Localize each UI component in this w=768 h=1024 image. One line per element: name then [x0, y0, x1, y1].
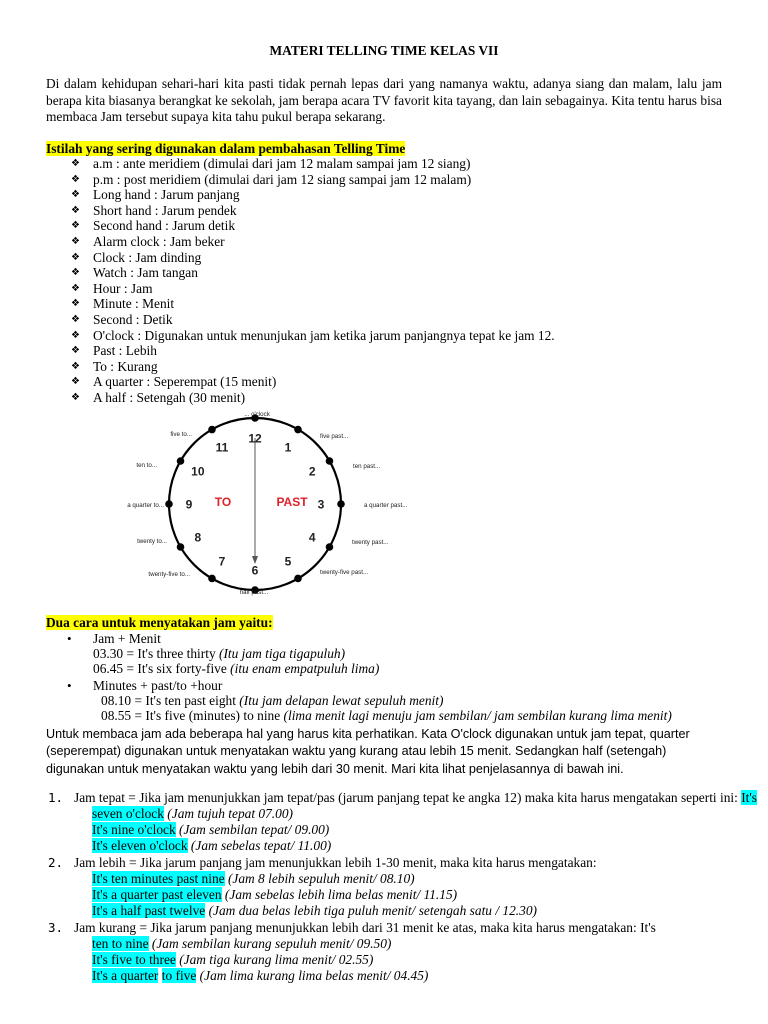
rule-3-example-a — [92, 936, 391, 952]
clock-number: 12 — [248, 431, 262, 446]
highlight: It's a quarter — [92, 968, 159, 983]
diamond-bullet-icon: ❖ — [71, 189, 80, 201]
clock-number: 8 — [194, 530, 202, 545]
term-item — [46, 172, 555, 188]
highlight: It's ten minutes past nine — [92, 871, 225, 886]
term-text: A quarter : Seperempat (15 menit) — [93, 374, 277, 390]
highlight: to five — [161, 968, 197, 983]
clock-tick-dot — [208, 426, 216, 434]
term-text: To : Kurang — [93, 358, 158, 374]
clock-number: 1 — [284, 440, 292, 455]
rule-text: Jam tepat = Jika jam menunjukkan jam tepat/pas (jarum panjang tepat ke angka 12) maka kita harus mengatakan seperti ini: — [74, 790, 742, 805]
highlight: seven o'clock — [92, 806, 164, 821]
term-item — [46, 156, 555, 172]
highlight: o'clock — [149, 838, 188, 853]
example-text: 03.30 = It's three thirty — [93, 646, 219, 661]
way-second: Minutes + past/to +hour — [93, 678, 223, 693]
clock-tick-dot — [326, 457, 334, 465]
rule-number: 3. — [48, 920, 64, 935]
highlight: It's eleven — [92, 838, 150, 853]
rule-2: Jam lebih = Jika jarum panjang jam menunjukkan lebih 1-30 menit, maka kita harus mengatakan: — [74, 855, 597, 870]
diamond-bullet-icon: ❖ — [71, 220, 80, 232]
clock-tick-dot — [208, 575, 216, 583]
term-item — [46, 203, 555, 219]
example-translation: (Jam sembilan kurang sepuluh menit/ 09.50) — [148, 936, 392, 951]
rule-1-example-c — [92, 838, 331, 854]
term-item — [46, 250, 555, 266]
clock-number: 7 — [218, 554, 226, 569]
example-translation: (Jam 8 lebih sepuluh menit/ 08.10) — [224, 871, 415, 886]
ways-heading-text: Dua cara untuk menyatakan jam yaitu: — [46, 615, 273, 630]
terms-list — [46, 156, 555, 406]
bullet-dot: • — [67, 631, 72, 646]
clock-number: 9 — [185, 497, 193, 512]
term-text: Hour : Jam — [93, 280, 153, 296]
clock-label: half past... — [239, 589, 269, 596]
rule-2-example-a — [92, 871, 415, 887]
rule-3-example-b — [92, 952, 373, 968]
diamond-bullet-icon: ❖ — [71, 204, 80, 216]
highlight: It's — [741, 790, 758, 805]
term-text: Short hand : Jarum pendek — [93, 202, 237, 218]
explanation-paragraph: Untuk membaca jam ada beberapa hal yang harus kita perhatikan. Kata O'clock digunakan untuk jam tepat, quarter (seperempat) digunakan untuk menyatakan waktu yang kurang atau lebih 15 menit. Sedangkan half (setengah) digunakan untuk menyatakan waktu yang lebih dari 30 menit. Mari kita lihat penjelasannya di bawah ini. — [46, 727, 690, 776]
term-text: Watch : Jam tangan — [93, 265, 198, 281]
clock-to-label: TO — [214, 495, 232, 509]
highlight: ten to nine — [92, 936, 149, 951]
rule-number: 1. — [48, 790, 64, 805]
highlight: It's nine o'clock — [92, 822, 176, 837]
example-translation: (Jam tiga kurang lima menit/ 02.55) — [175, 952, 374, 967]
example-translation: (Jam sebelas tepat/ 11.00) — [187, 838, 332, 853]
term-text: Second hand : Jarum detik — [93, 218, 236, 234]
diamond-bullet-icon: ❖ — [71, 391, 80, 403]
way-example-3 — [101, 693, 443, 709]
clock-tick-dot — [326, 543, 334, 551]
clock-label: five past... — [320, 433, 349, 440]
clock-label: ... o'clock — [244, 411, 270, 418]
highlight: It's five to three — [92, 952, 176, 967]
diamond-bullet-icon: ❖ — [71, 267, 80, 279]
way-first: Jam + Menit — [93, 631, 161, 646]
term-text: Past : Lebih — [93, 343, 157, 359]
term-item — [46, 328, 555, 344]
example-translation: (Itu jam delapan lewat sepuluh menit) — [239, 693, 444, 708]
example-translation: (Jam sebelas lebih lima belas menit/ 11.15) — [221, 887, 458, 902]
clock-tick-dot — [177, 543, 185, 551]
diamond-bullet-icon: ❖ — [71, 173, 80, 185]
way-example-2 — [93, 661, 379, 677]
example-translation: (Jam tujuh tepat 07.00) — [163, 806, 294, 821]
rule-1 — [74, 790, 757, 806]
clock-label: five to... — [170, 431, 192, 438]
term-text: Clock : Jam dinding — [93, 249, 202, 265]
example-translation: (itu enam empatpuluh lima) — [230, 661, 380, 676]
diamond-bullet-icon: ❖ — [71, 313, 80, 325]
clock-tick-dot — [165, 500, 173, 508]
example-translation: (Itu jam tiga tigapuluh) — [219, 646, 346, 661]
clock-number: 3 — [317, 497, 325, 512]
clock-tick-dot — [337, 500, 345, 508]
clock-number: 10 — [191, 464, 205, 479]
diamond-bullet-icon: ❖ — [71, 329, 80, 341]
example-text: 08.55 = It's five (minutes) to nine — [101, 708, 284, 723]
example-text: 08.10 = It's ten past eight — [101, 693, 240, 708]
example-translation: (lima menit lagi menuju jam sembilan/ jam sembilan kurang lima menit) — [283, 708, 672, 723]
diamond-bullet-icon: ❖ — [71, 251, 80, 263]
term-item — [46, 390, 555, 406]
way-example-1 — [93, 646, 345, 662]
clock-past-label: PAST — [276, 495, 308, 509]
clock-label: twenty to... — [137, 538, 167, 545]
term-text: Second : Detik — [93, 311, 173, 327]
term-item — [46, 343, 555, 359]
clock-label: a quarter to... — [127, 502, 164, 509]
term-item — [46, 359, 555, 375]
way-example-4 — [101, 708, 672, 724]
clock-label: twenty past... — [352, 539, 389, 546]
highlight: It's a half past twelve — [92, 903, 206, 918]
term-text: p.m : post meridiem (dimulai dari jam 12 siang sampai jam 12 malam) — [93, 171, 472, 187]
term-item — [46, 281, 555, 297]
ways-heading — [46, 615, 273, 631]
clock-label: ten past... — [353, 463, 381, 470]
term-item — [46, 374, 555, 390]
rule-3-example-c — [92, 968, 428, 984]
example-text: 06.45 = It's six forty-five — [93, 661, 231, 676]
rule-2-example-c — [92, 903, 537, 919]
clock-label: a quarter past... — [364, 502, 408, 509]
example-translation: (Jam lima kurang lima belas menit/ 04.45) — [196, 968, 429, 983]
diamond-bullet-icon: ❖ — [71, 235, 80, 247]
clock-number: 11 — [215, 440, 229, 455]
page-title: MATERI TELLING TIME KELAS VII — [269, 43, 499, 58]
term-item — [46, 312, 555, 328]
term-text: Minute : Menit — [93, 296, 175, 312]
highlight: It's a quarter past eleven — [92, 887, 222, 902]
diamond-bullet-icon: ❖ — [71, 376, 80, 388]
term-item — [46, 187, 555, 203]
clock-label: twenty-five past... — [320, 569, 369, 576]
term-text: A half : Setengah (30 menit) — [93, 389, 246, 405]
clock-label: ten to... — [136, 462, 157, 469]
diamond-bullet-icon: ❖ — [71, 298, 80, 310]
terms-heading-text: Istilah yang sering digunakan dalam pembahasan Telling Time — [46, 141, 406, 156]
rule-2-example-b — [92, 887, 457, 903]
diamond-bullet-icon: ❖ — [71, 158, 80, 169]
example-translation: (Jam dua belas lebih tiga puluh menit/ setengah satu / 12.30) — [205, 903, 537, 918]
clock-number: 5 — [284, 554, 292, 569]
clock-diagram — [102, 406, 432, 602]
clock-number: 4 — [308, 530, 316, 545]
example-translation: (Jam sembilan tepat/ 09.00) — [175, 822, 330, 837]
diamond-bullet-icon: ❖ — [71, 282, 80, 294]
clock-number: 6 — [251, 563, 259, 578]
diamond-bullet-icon: ❖ — [71, 360, 80, 372]
clock-label: twenty-five to... — [148, 571, 190, 578]
clock-number: 2 — [308, 464, 316, 479]
intro-paragraph: Di dalam kehidupan sehari-hari kita pasti tidak pernah lepas dari yang namanya waktu, adanya siang dan malam, lalu jam berapa kita biasanya berangkat ke sekolah, jam berapa acara TV favorit kita tayang, dan lain sebagainya. Kita tentu harus bisa membaca Jam tersebut supaya kita tahu pukul berapa sekarang. — [46, 76, 722, 125]
clock-tick-dot — [294, 575, 302, 583]
term-text: Alarm clock : Jam beker — [93, 233, 225, 249]
rule-number: 2. — [48, 855, 64, 870]
term-item — [46, 234, 555, 250]
rule-3: Jam kurang = Jika jarum panjang menunjukkan lebih dari 31 menit ke atas, maka kita harus mengatakan: It's — [74, 920, 656, 935]
term-item — [46, 296, 555, 312]
term-text: a.m : ante meridiem (dimulai dari jam 12 malam sampai jam 12 siang) — [93, 156, 471, 171]
term-item — [46, 265, 555, 281]
term-item — [46, 218, 555, 234]
bullet-dot: • — [67, 678, 72, 693]
clock-tick-dot — [294, 426, 302, 434]
rule-1-example-a — [92, 806, 293, 822]
rule-1-example-b — [92, 822, 329, 838]
diamond-bullet-icon: ❖ — [71, 345, 80, 357]
term-text: O'clock : Digunakan untuk menunjukan jam ketika jarum panjangnya tepat ke jam 12. — [93, 327, 555, 343]
clock-tick-dot — [177, 457, 185, 465]
term-text: Long hand : Jarum panjang — [93, 187, 240, 203]
terms-heading — [46, 141, 405, 157]
